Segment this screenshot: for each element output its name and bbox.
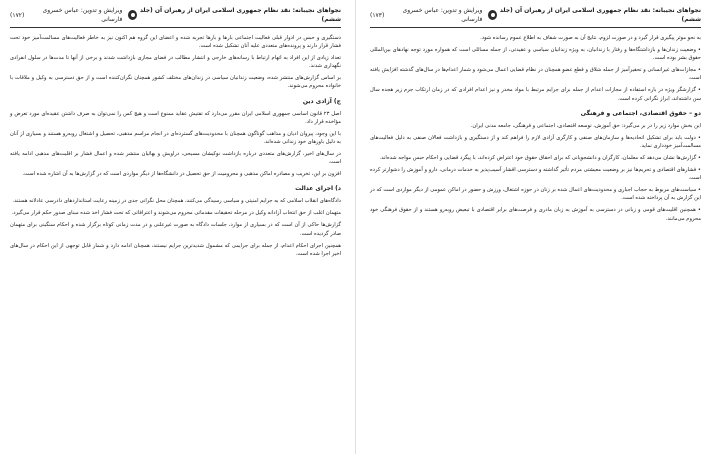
seal-icon bbox=[128, 10, 137, 20]
paragraph: دادگاه‌های انقلاب اسلامی که به جرایم امنیتی و سیاسی رسیدگی می‌کنند، همچنان محل نگرانی جدی در زمینه رعایت استانداردهای دادرسی عادلانه هستند. bbox=[12, 198, 341, 205]
page-body-left bbox=[10, 34, 341, 258]
bullet-paragraph: • فشارهای اقتصادی و تحریم‌ها نیز بر وضعیت معیشتی مردم تأثیر گذاشته و دسترسی اقشار آسیب‌پذیر به خدمات درمانی، دارو و آموزش را دشوارتر کرده است. bbox=[370, 166, 701, 182]
bullet-paragraph: • گزارشگر ویژه در باره استفاده از مجازات اعدام از جمله برای جرایم مرتبط با مواد مخدر و نیز اعدام افرادی که در زمان ارتکاب جرم زیر هجده سال سن داشته‌اند، ابراز نگرانی کرده است. bbox=[370, 86, 701, 102]
paragraph: این بخش موارد زیر را در بر می‌گیرد: حق آموزش، توسعه اقتصادی، اجتماعی و فرهنگی، جامعه مدنی ایران. bbox=[470, 122, 701, 129]
paragraph: گزارش‌ها حاکی از آن است که در بسیاری از موارد، جلسات دادگاه به صورت غیرعلنی و در مدت زمانی کوتاه برگزار شده و احکام سنگینی برای متهمان صادر گردیده است. bbox=[10, 222, 341, 237]
page-left bbox=[4, 0, 347, 454]
header-title: نجواهای نجیبانه: نقد نظام جمهوری اسلامی ایران از رهبران آن (جلد ششم) bbox=[139, 7, 341, 23]
seal-icon bbox=[488, 10, 497, 20]
header-meta: ویرایش و تدوین: عباس خسروی فارسانی bbox=[42, 7, 123, 23]
paragraph: متهمان اغلب از حق انتخاب آزادانه وکیل در مرحله تحقیقات مقدماتی محروم می‌شوند و اعترافاتی که تحت فشار اخذ شده مبنای صدور حکم قرار می‌گیرد. bbox=[11, 210, 341, 217]
gutter bbox=[355, 0, 356, 454]
bullet-paragraph: • دولت باید برای تشکیل اتحادیه‌ها و سازمان‌های صنفی و کارگری آزادی لازم را فراهم کند و از دستگیری و بازداشت فعالان صنفی به دلیل فعالیت‌های مسالمت‌آمیز خودداری نماید. bbox=[370, 134, 701, 150]
bullet-paragraph: • گزارش‌ها نشان می‌دهد که معلمان، کارگران و دانشجویانی که برای احقاق حقوق خود اعتراض کرده‌اند، با پیگرد قضایی و احکام حبس مواجه شده‌اند. bbox=[370, 154, 701, 162]
section-heading: ج) آزادی دین bbox=[302, 97, 341, 105]
paragraph: به نحو موثر پیگیری قرار گیرد و در صورت لزوم، نتایج آن به صورت شفاف به اطلاع عموم رسانده شود. bbox=[480, 35, 701, 41]
bullet-paragraph: • همچنین اقلیت‌های قومی و زبانی در دسترسی به آموزش به زبان مادری و فرصت‌های برابر اقتصادی با تبعیض روبه‌رو هستند و از حقوق فرهنگی خود محروم می‌مانند. bbox=[370, 206, 701, 222]
paragraph: با این وجود، پیروان ادیان و مذاهب گوناگون همچنان با محدودیت‌های گسترده‌ای در انجام مراسم مذهبی، تحصیل و اشتغال روبه‌رو هستند و بسیاری از آنان به دلیل باورهای خود زندانی شده‌اند. bbox=[10, 130, 341, 145]
paragraph: تعداد زیادی از این افراد به اتهام ارتباط با رسانه‌های خارجی و انتشار مطالب در فضای مجازی بازداشت شدند و برخی از آنها تا مدت‌ها در سلول انفرادی نگهداری شدند. bbox=[10, 55, 341, 70]
paragraph: دستگیری و حبس در ادوار قبلی فعالیت اجتماعی بارها و بارها تجربه شده و اعضای این گروه هم اکنون نیز به خاطر فعالیت‌های مسالمت‌آمیز خود تحت فشار قرار دارند و پرونده‌های متعددی علیه آنان تشکیل شده است. bbox=[10, 35, 341, 50]
page-number: (۱۷۳) bbox=[369, 11, 385, 19]
page-header-right bbox=[370, 6, 701, 28]
paragraph: افزون بر این، تخریب و مصادره اماکن مذهبی و محرومیت از حق تحصیل در دانشگاه‌ها از دیگر مواردی است که در گزارش‌ها به آن اشاره شده است. bbox=[22, 171, 341, 178]
bullet-paragraph: • مجازات‌های غیرانسانی و تحقیرآمیز از جمله شلاق و قطع عضو همچنان در نظام قضایی اعمال می‌شود و شمار اعدام‌ها در سال‌های گذشته افزایش یافته است. bbox=[370, 66, 701, 82]
page-number: (۱۷۲) bbox=[10, 11, 25, 19]
page-header-left bbox=[10, 6, 341, 28]
page-right bbox=[364, 0, 707, 454]
paragraph: در سال‌های اخیر، گزارش‌های متعددی درباره بازداشت نوکیشان مسیحی، دراویش و بهائیان منتشر شده و اعمال فشار بر اقلیت‌های مذهبی ادامه یافته است. bbox=[10, 150, 341, 166]
page-body-right bbox=[370, 34, 701, 223]
bullet-paragraph: • وضعیت زندان‌ها و بازداشتگاه‌ها و رفتار با زندانیان، به ویژه زندانیان سیاسی و عقیدتی، از جمله مسائلی است که همواره مورد توجه نهادهای بین‌المللی حقوق بشر بوده است. bbox=[370, 46, 701, 62]
paragraph: همچنین اجرای احکام اعدام، از جمله برای جرایمی که مشمول شدیدترین جرایم نیستند، همچنان ادامه دارد و شمار قابل توجهی از این احکام در سال‌های اخیر اجرا شده است. bbox=[10, 242, 341, 257]
header-title: نجواهای نجیبانه: نقد نظام جمهوری اسلامی ایران از رهبران آن (جلد ششم) bbox=[499, 7, 701, 23]
paragraph: بر اساس گزارش‌های منتشر شده، وضعیت زندانیان سیاسی در زندان‌های مختلف کشور همچنان نگران‌کننده است و از حق دسترسی به وکیل و ملاقات با خانواده محروم می‌شوند. bbox=[10, 75, 341, 90]
bullet-paragraph: • سیاست‌های مربوط به حجاب اجباری و محدودیت‌های اعمال شده بر زنان در حوزه اشتغال، ورزش و حضور در اماکن عمومی از دیگر مواردی است که در این گزارش به آن پرداخته شده است. bbox=[370, 186, 701, 202]
section-heading: دو – حقوق اقتصادی، اجتماعی و فرهنگی bbox=[580, 109, 701, 117]
header-meta: ویرایش و تدوین: عباس خسروی فارسانی bbox=[402, 7, 483, 23]
section-heading: د) اجرای عدالت bbox=[295, 185, 341, 193]
paragraph: اصل ۲۳ قانون اساسی جمهوری اسلامی ایران مقرر می‌دارد که تفتیش عقاید ممنوع است و هیچ کس را نمی‌توان به صرف داشتن عقیده‌ای مورد تعرض و مؤاخذه قرار داد. bbox=[10, 110, 341, 125]
